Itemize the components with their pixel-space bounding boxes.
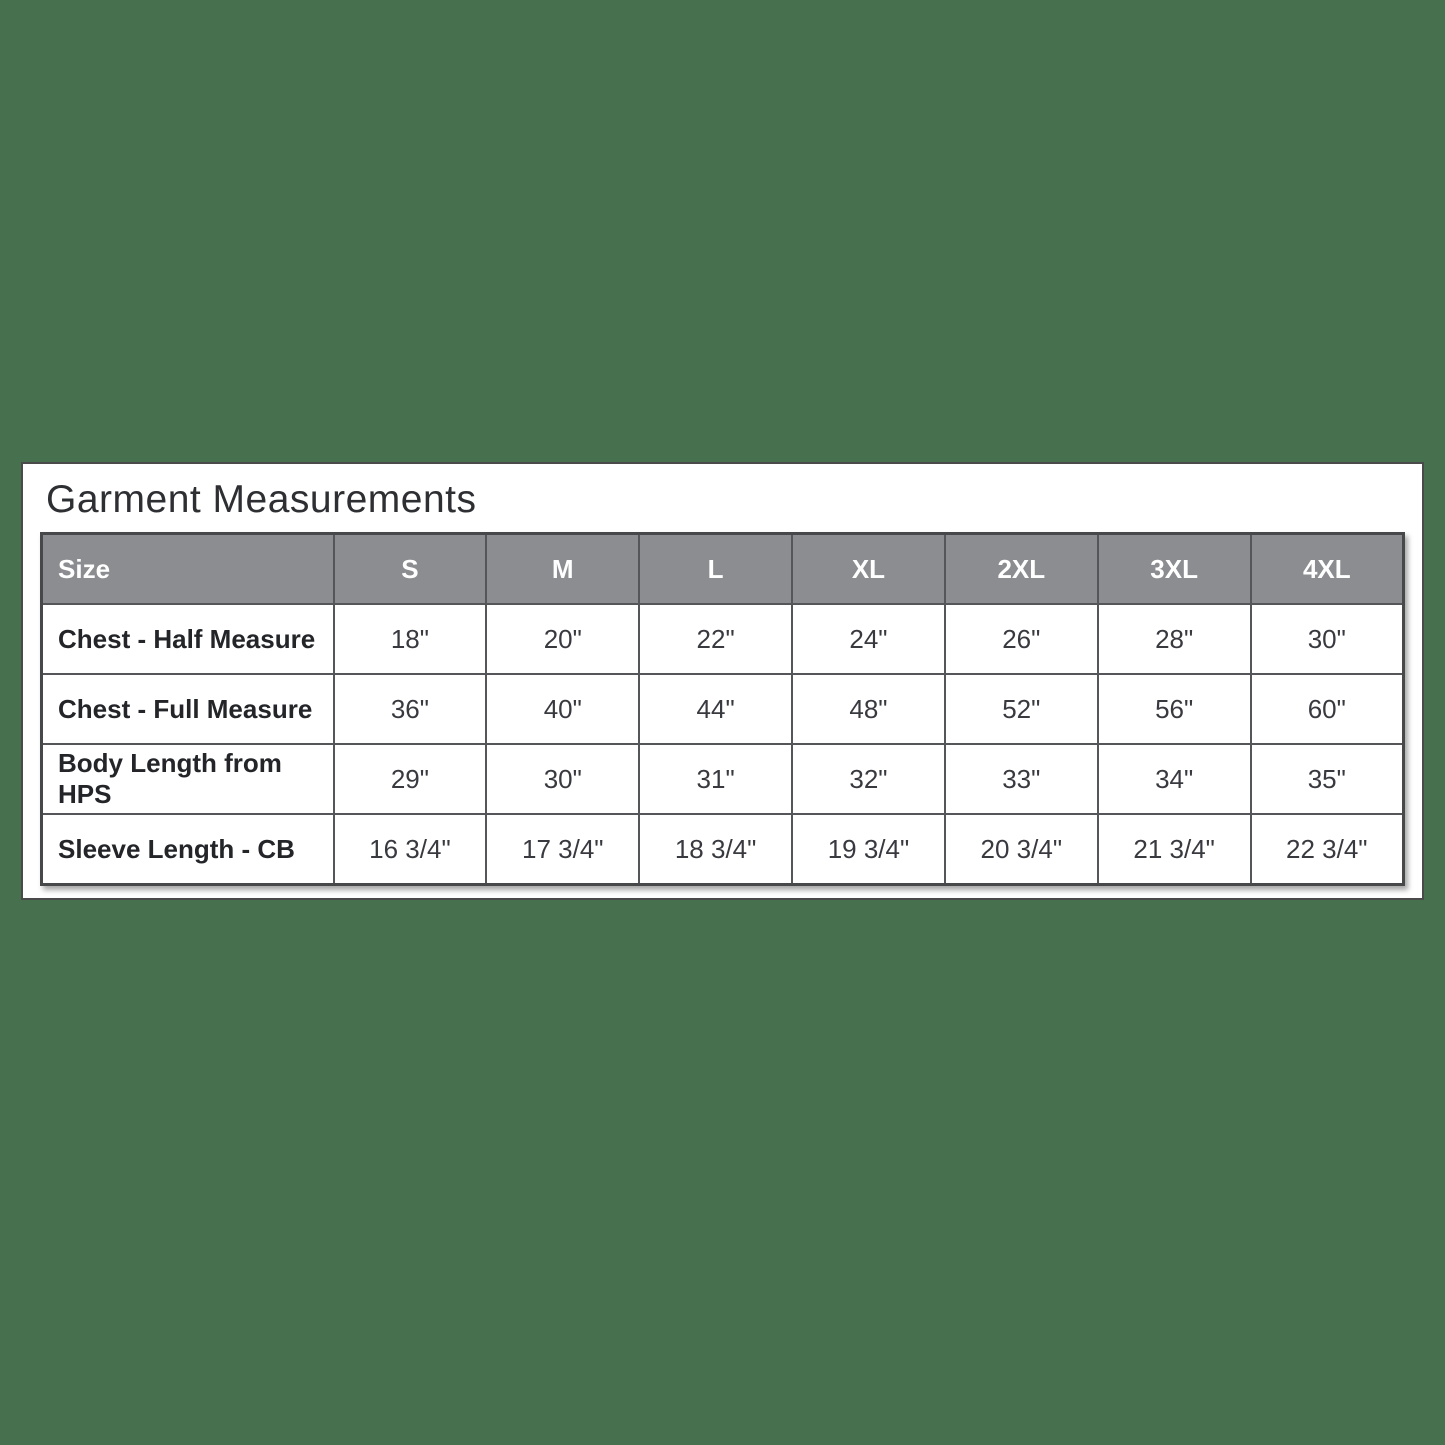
measurement-cell: 24" — [792, 604, 945, 674]
measurement-cell: 21 3/4" — [1098, 814, 1251, 885]
measurement-cell: 34" — [1098, 744, 1251, 814]
row-label: Chest - Half Measure — [42, 604, 334, 674]
measurement-cell: 20 3/4" — [945, 814, 1098, 885]
row-label: Body Length from HPS — [42, 744, 334, 814]
measurement-cell: 18" — [334, 604, 487, 674]
measurement-cell: 29" — [334, 744, 487, 814]
measurement-cell: 35" — [1251, 744, 1404, 814]
column-header-4xl: 4XL — [1251, 534, 1404, 605]
measurement-cell: 56" — [1098, 674, 1251, 744]
row-label: Chest - Full Measure — [42, 674, 334, 744]
measurement-cell: 30" — [1251, 604, 1404, 674]
column-header-size: Size — [42, 534, 334, 605]
measurement-cell: 32" — [792, 744, 945, 814]
measurements-panel — [21, 462, 1424, 900]
table-row-body-length — [42, 744, 1404, 814]
measurement-cell: 52" — [945, 674, 1098, 744]
column-header-xl: XL — [792, 534, 945, 605]
measurement-cell: 22 3/4" — [1251, 814, 1404, 885]
table-row-sleeve-length — [42, 814, 1404, 885]
measurement-cell: 31" — [639, 744, 792, 814]
garment-measurements-table — [40, 532, 1405, 886]
measurement-cell: 16 3/4" — [334, 814, 487, 885]
measurement-cell: 30" — [486, 744, 639, 814]
column-header-l: L — [639, 534, 792, 605]
measurement-cell: 33" — [945, 744, 1098, 814]
measurement-cell: 36" — [334, 674, 487, 744]
row-label: Sleeve Length - CB — [42, 814, 334, 885]
measurement-cell: 60" — [1251, 674, 1404, 744]
column-header-s: S — [334, 534, 487, 605]
measurement-cell: 40" — [486, 674, 639, 744]
section-title: Garment Measurements — [46, 478, 477, 521]
column-header-m: M — [486, 534, 639, 605]
measurement-cell: 22" — [639, 604, 792, 674]
measurement-cell: 28" — [1098, 604, 1251, 674]
measurement-cell: 17 3/4" — [486, 814, 639, 885]
measurement-cell: 48" — [792, 674, 945, 744]
measurement-cell: 19 3/4" — [792, 814, 945, 885]
column-header-2xl: 2XL — [945, 534, 1098, 605]
table-row-chest-half — [42, 604, 1404, 674]
measurement-cell: 20" — [486, 604, 639, 674]
measurement-cell: 26" — [945, 604, 1098, 674]
table-row-chest-full — [42, 674, 1404, 744]
column-header-3xl: 3XL — [1098, 534, 1251, 605]
table-header-row — [42, 534, 1404, 605]
measurement-cell: 18 3/4" — [639, 814, 792, 885]
measurement-cell: 44" — [639, 674, 792, 744]
